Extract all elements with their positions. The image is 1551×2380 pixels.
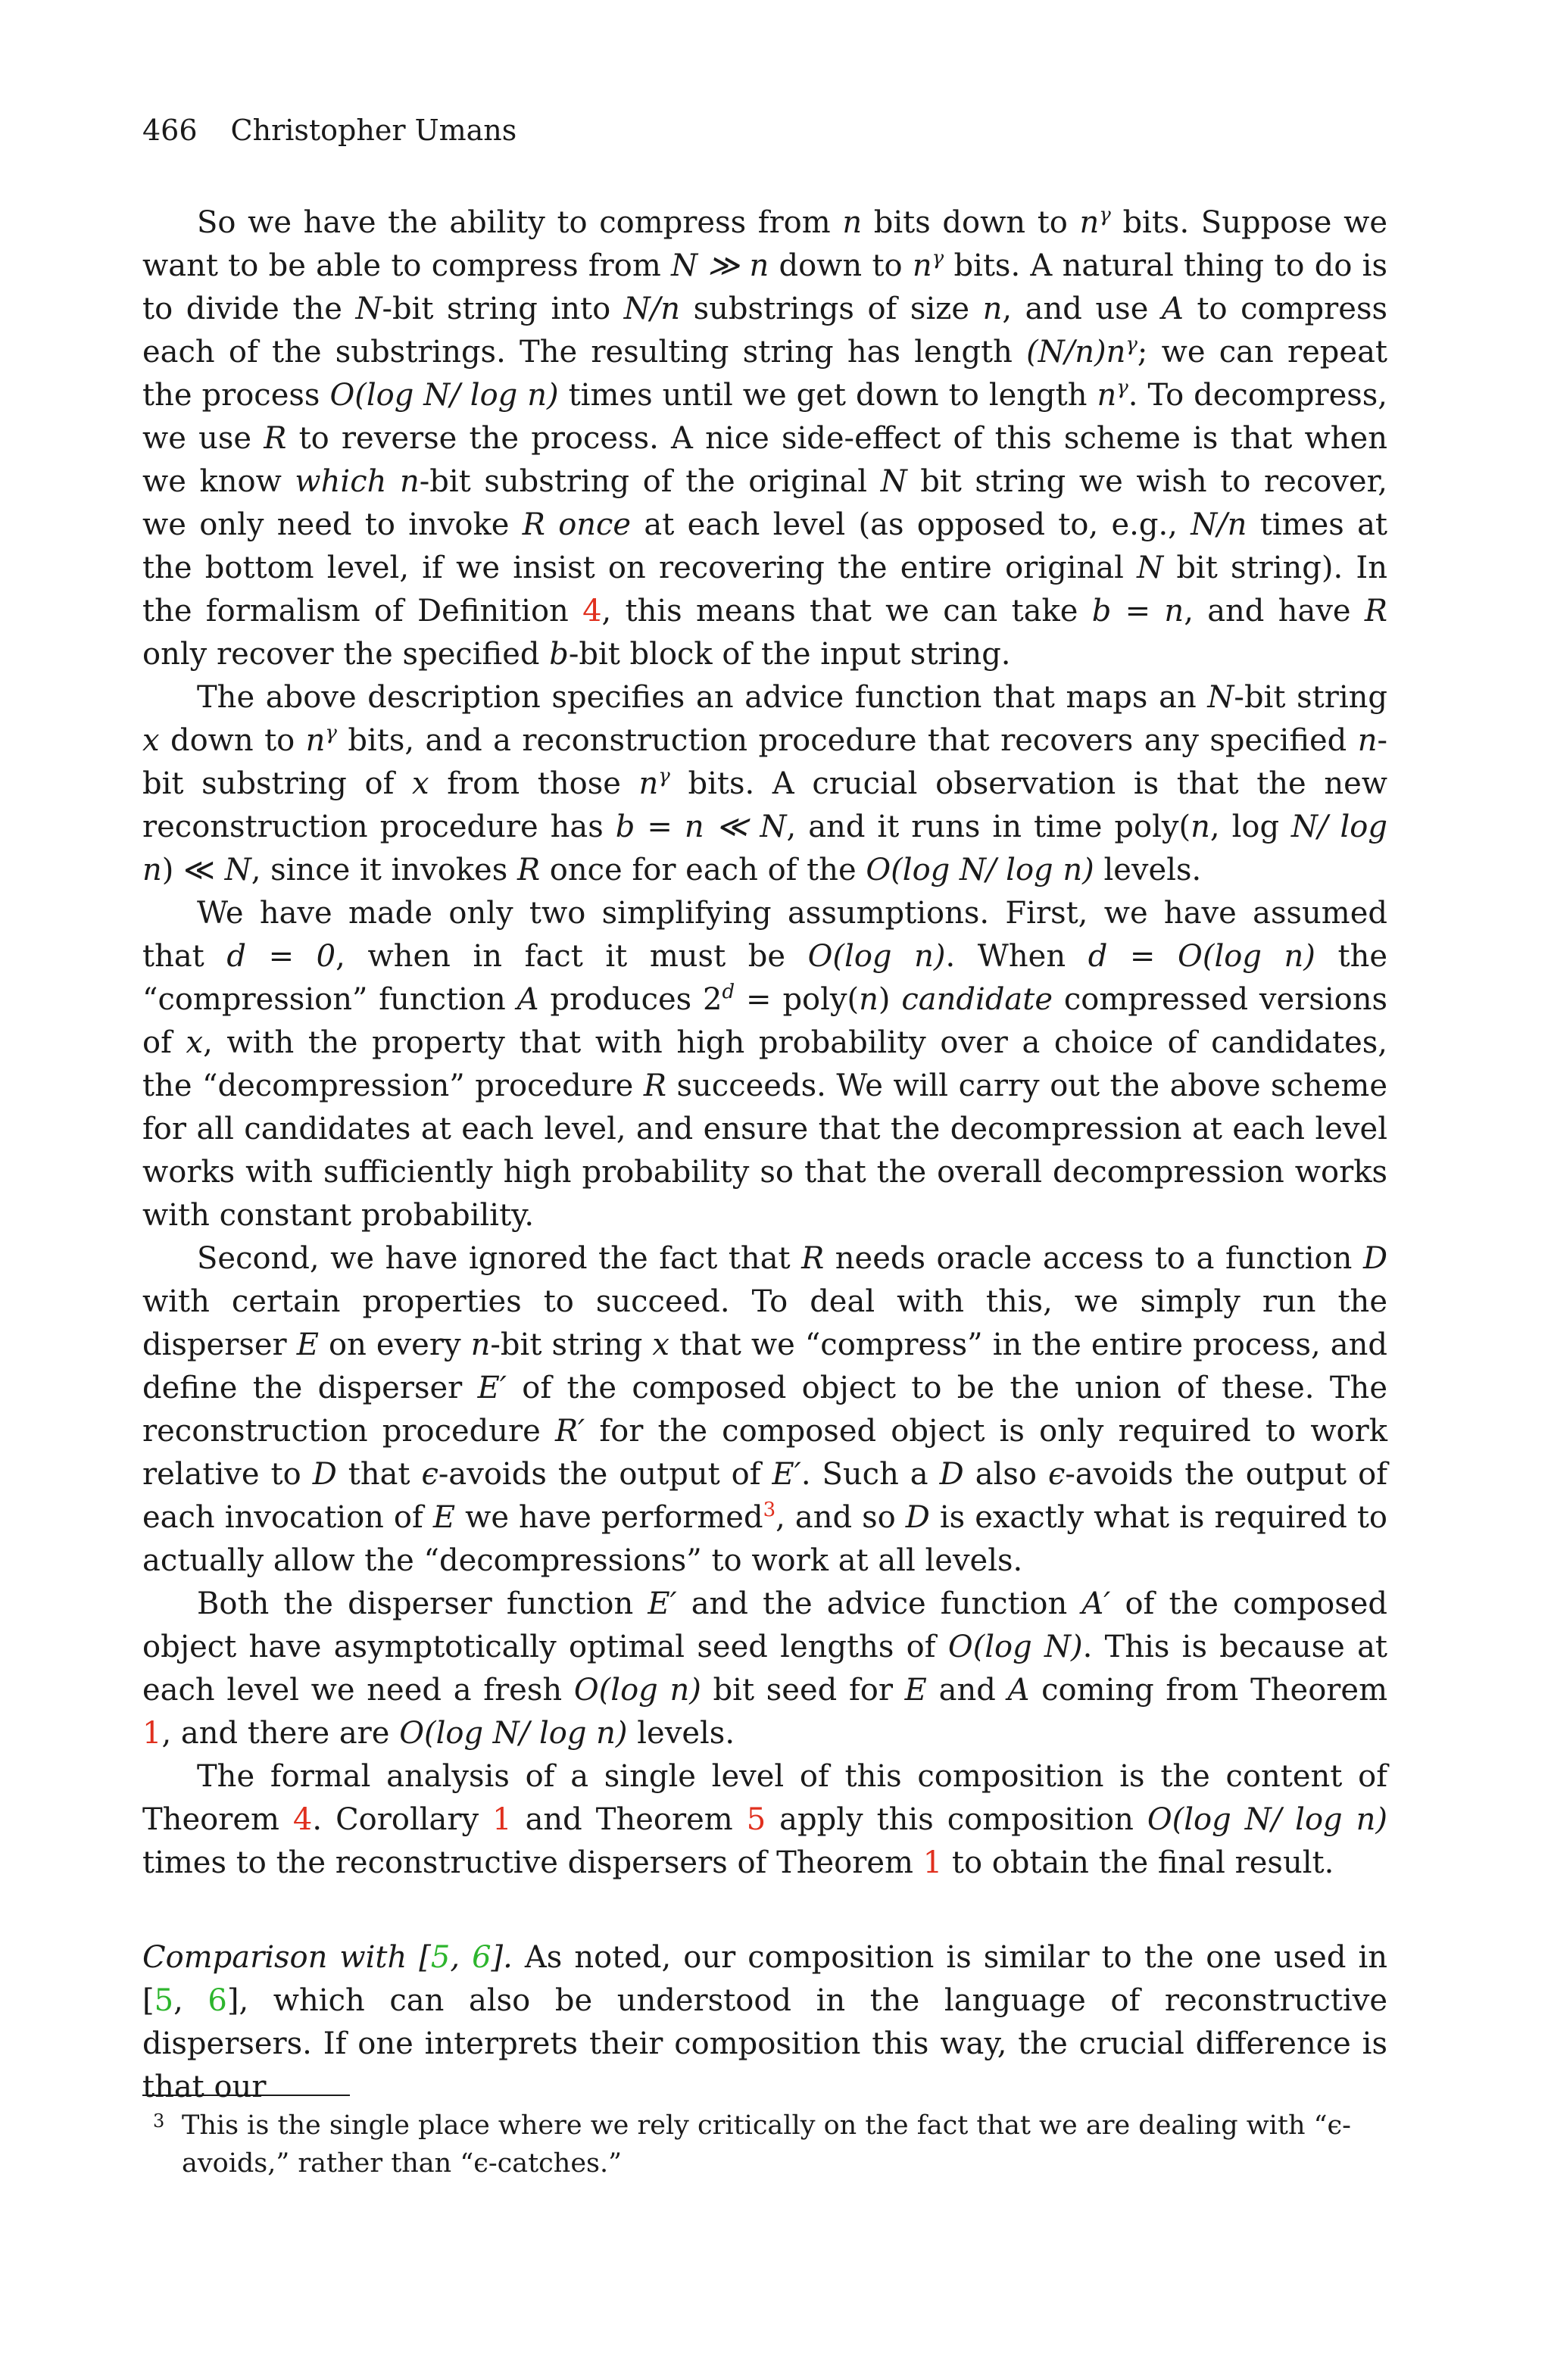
paragraph: We have made only two simplifying assumptions. First, we have assumed that d = 0, when in fact it must be O(log n). When d = O(log n) the “compression” function A produces $2^d$ = poly(n) candidate compressed versions of x, with the property that with high probability over a choice of candidates, the “decompression” procedure R succeeds. We will carry out the above scheme for all candidates at each level, and ensure that the decompression at each level works with sufficiently high probability so that the overall decompression works with constant probability. — [142, 896, 1388, 1233]
footnote — [142, 2107, 1387, 2182]
theorem-ref-link[interactable]: 5 — [746, 1802, 766, 1837]
footnote-rule — [142, 2095, 350, 2096]
footnote-text: This is the single place where we rely critically on the fact that we are dealing with “ϵ-avoids,” rather than “ϵ-catches.” — [182, 2110, 1351, 2179]
author-name: Christopher Umans — [230, 114, 517, 147]
theorem-ref-link[interactable]: 1 — [922, 1845, 943, 1880]
paragraph: The above description specifies an advice function that maps an N-bit string x down to $n^\gamma$ bits, and a reconstruction procedure that recovers any specified n-bit substring of x from those $n^\gamma$ bits. A crucial observation is that the new reconstruction procedure has b = n ≪ N, and it runs in time poly(n, log N/ log n) ≪ N, since it invokes R once for each of the O(log N/ log n) levels. — [142, 680, 1388, 887]
comparison-paragraph: Comparison with [5, 6]. As noted, our composition is similar to the one used in [5, 6], which can also be understood in the language of reconstructive dispersers. If one interprets their composition this way, the crucial difference is that our — [142, 1940, 1387, 2104]
citation-link[interactable]: 5 — [154, 1983, 174, 2018]
page-number: 466 — [142, 114, 198, 147]
corollary-ref-link[interactable]: 1 — [492, 1802, 512, 1837]
definition-ref-link[interactable]: 4 — [582, 594, 602, 629]
footnote-ref-link[interactable]: 3 — [763, 1499, 776, 1521]
theorem-ref-link[interactable]: 1 — [142, 1716, 162, 1751]
footnote-mark: 3 — [153, 2110, 165, 2132]
citation-link[interactable]: 6 — [472, 1940, 492, 1975]
main-text — [142, 201, 1387, 2109]
paragraph: Both the disperser function E′ and the advice function A′ of the composed object have asymptotically optimal seed lengths of O(log N). This is because at each level we need a fresh O(log n) bit seed for E and A coming from Theorem 1, and there are O(log N/ log n) levels. — [142, 1586, 1387, 1751]
theorem-ref-link[interactable]: 4 — [292, 1802, 313, 1837]
citation-link[interactable]: 6 — [208, 1983, 227, 2018]
running-header — [142, 114, 516, 147]
citation-link[interactable]: 5 — [430, 1940, 451, 1975]
paragraph: The formal analysis of a single level of this composition is the content of Theorem 4. Corollary 1 and Theorem 5 apply this composition O(log N/ log n) times to the reconstructive dispersers of Theorem 1 to obtain the final result. — [142, 1759, 1388, 1880]
paragraph-heading: Comparison with [5, 6]. — [142, 1940, 513, 1975]
paragraph: So we have the ability to compress from n bits down to $n^\gamma$ bits. Suppose we want to be able to compress from N ≫ n down to $n^\gamma$ bits. A natural thing to do is to divide the N-bit string into N/n substrings of size n, and use A to compress each of the substrings. The resulting string has length $(N/n)n^\gamma$; we can repeat the process O(log N/ log n) times until we get down to length $n^\gamma$. To decompress, we use R to reverse the process. A nice side-effect of this scheme is that when we know which n-bit substring of the original N bit string we wish to recover, we only need to invoke R once at each level (as opposed to, e.g., N/n times at the bottom level, if we insist on recovering the entire original N bit string). In the formalism of Definition 4, this means that we can take b = n, and have R only recover the specified b-bit block of the input string. — [142, 204, 1388, 672]
paragraph: Second, we have ignored the fact that R needs oracle access to a function D with certain properties to succeed. To deal with this, we simply run the disperser E on every n-bit string x that we “compress” in the entire process, and define the disperser E′ of the composed object to be the union of these. The reconstruction procedure R′ for the composed object is only required to work relative to D that ϵ-avoids the output of E′. Such a D also ϵ-avoids the output of each invocation of E we have performed$^3$, and so D is exactly what is required to actually allow the “decompressions” to work at all levels. — [142, 1241, 1388, 1578]
